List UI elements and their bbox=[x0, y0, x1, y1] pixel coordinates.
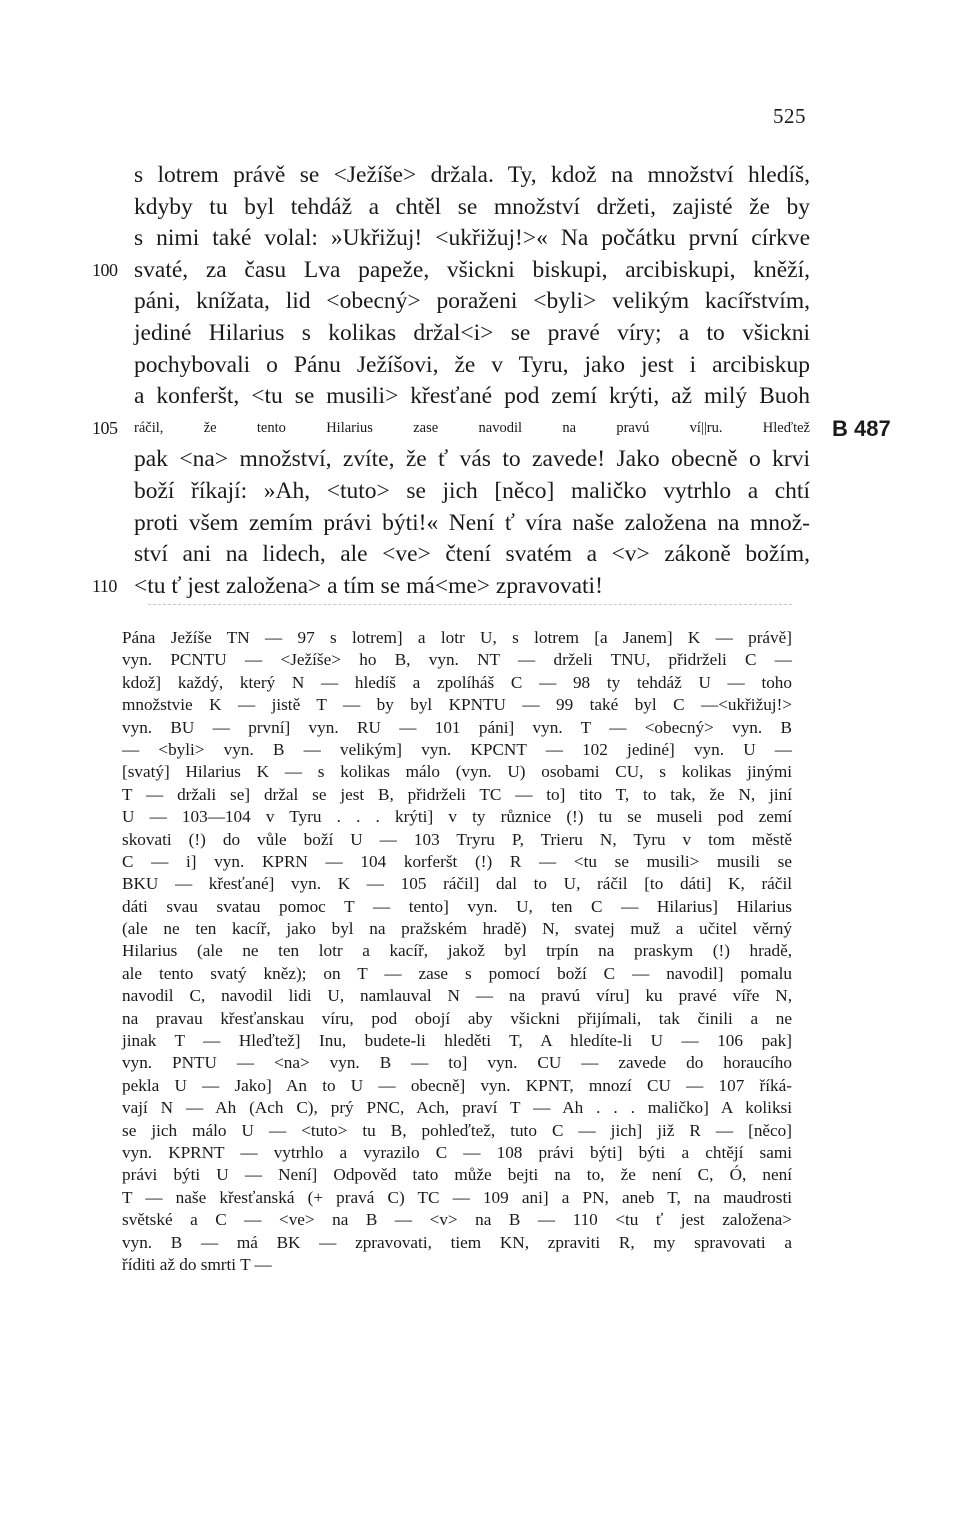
line-text: svaté, za času Lva papeže, všickni biskupi, arcibiskupi, kněží, bbox=[134, 256, 810, 283]
line-text: s lotrem právě se <Ježíše> držala. Ty, kdož na množství hledíš, bbox=[134, 162, 810, 188]
line-text: ství ani na lidech, ale <ve> čtení svatém a <v> zákoně božím, bbox=[134, 541, 810, 568]
main-text bbox=[92, 160, 891, 602]
apparatus-line: jinak T — Hleďtež] Inu, budete-li hleděti T, A hledíte-li U — 106 pak] bbox=[122, 1031, 792, 1051]
text-line bbox=[134, 350, 810, 382]
footnote-separator bbox=[148, 604, 792, 605]
line-text: proti všem zemím právi býti!« Není ť víra naše založena na množ- bbox=[134, 509, 810, 536]
apparatus-line: [svatý] Hilarius K — s kolikas málo (vyn. U) osobami CU, s kolikas jinými bbox=[122, 762, 792, 782]
apparatus-line: vyn. PCNTU — <Ježíše> ho B, vyn. NT — drželi TNU, přidrželi C — bbox=[122, 650, 792, 670]
margin-reference: B 487 bbox=[832, 415, 891, 441]
text-line bbox=[134, 476, 810, 508]
apparatus-line: na pravau křesťanskau víru, pod obojí aby všickni přijímali, tak činili a ne bbox=[122, 1008, 792, 1028]
text-line bbox=[92, 413, 891, 445]
apparatus-line: T — naše křesťanská (+ pravá C) TC — 109 ani] a PN, aneb T, na maudrosti bbox=[122, 1187, 792, 1207]
apparatus-line: skovati (!) do vůle boží U — 103 Tryru P, Trieru N, Tyru v tom městě bbox=[122, 829, 792, 849]
apparatus-line: vyn. B — má BK — zpravovati, tiem KN, zpraviti R, my spravovati a bbox=[122, 1232, 792, 1252]
text-line bbox=[134, 508, 810, 540]
text-line bbox=[134, 223, 810, 255]
line-text: pochybovali o Pánu Ježíšovi, že v Tyru, jako jest i arcibiskup bbox=[134, 351, 810, 378]
line-text: páni, knížata, lid <obecný> poraženi <byli> velikým kacířstvím, bbox=[134, 288, 810, 315]
apparatus-line: vyn. BU — první] vyn. RU — 101 páni] vyn. T — <obecný> vyn. B bbox=[122, 717, 792, 737]
line-text: boží říkají: »Ah, <tuto> se jich [něco] maličko vytrhlo a chtí bbox=[134, 477, 810, 504]
text-line bbox=[134, 539, 810, 571]
critical-apparatus bbox=[122, 627, 792, 1276]
line-text: a konferšt, <tu se musili> křesťané pod zemí krýti, až milý Buoh bbox=[134, 383, 810, 410]
line-text: pak <na> množství, zvíte, že ť vás to zavede! Jako obecně o krvi bbox=[134, 446, 810, 473]
line-text: jediné Hilarius s kolikas držal<i> se pravé víry; a to všickni bbox=[134, 319, 810, 346]
apparatus-line: světské a C — <ve> na B — <v> na B — 110 <tu ť jest založena> bbox=[122, 1210, 792, 1230]
apparatus-line: říditi až do smrti T — bbox=[122, 1254, 272, 1274]
apparatus-line: navodil C, navodil lidi U, namlauval N — na pravú víru] ku pravé víře N, bbox=[122, 986, 792, 1006]
text-line bbox=[134, 318, 810, 350]
apparatus-line: (ale ne ten kacíř, jako byl na pražském hradě) N, svatej muž a učitel věrný bbox=[122, 919, 792, 939]
text-line bbox=[134, 160, 810, 192]
text-line bbox=[92, 571, 810, 603]
apparatus-line: kdož] každý, který N — hledíš a zpolíháš C — 98 ty tehdáž U — toho bbox=[122, 672, 792, 692]
text-line bbox=[134, 381, 810, 413]
text-line bbox=[134, 286, 810, 318]
text-line bbox=[134, 192, 810, 224]
apparatus-line: vyn. PNTU — <na> vyn. B — to] vyn. CU — zavede do horaucího bbox=[122, 1053, 792, 1073]
line-number: 105 bbox=[92, 417, 118, 438]
line-text: kdyby tu byl tehdáž a chtěl se množství držeti, zajisté že by bbox=[134, 193, 810, 220]
apparatus-line: dáti svau svatau pomoc T — tento] vyn. U, ten C — Hilarius] Hilarius bbox=[122, 896, 792, 916]
apparatus-line: pekla U — Jako] An to U — obecně] vyn. KPNT, mnozí CU — 107 říká- bbox=[122, 1075, 792, 1095]
text-line bbox=[92, 255, 810, 287]
line-text: <tu ť jest založena> a tím se má<me> zpravovati! bbox=[134, 572, 603, 599]
apparatus-line: BKU — křesťané] vyn. K — 105 ráčil] dal to U, ráčil [to dáti] K, ráčil bbox=[122, 874, 792, 894]
apparatus-line: vají N — Ah (Ach C), prý PNC, Ach, praví T — Ah . . . maličko] A koliksi bbox=[122, 1098, 792, 1118]
line-number: 110 bbox=[92, 575, 117, 596]
apparatus-line: množstvie K — jistě T — by byl KPNTU — 99 také byl C —<ukřižuj!> bbox=[122, 695, 792, 715]
line-number: 100 bbox=[92, 259, 118, 280]
apparatus-line: Pána Ježíše TN — 97 s lotrem] a lotr U, s lotrem [a Janem] K — právě] bbox=[122, 628, 792, 647]
apparatus-line: T — držali se] držal se jest B, přidrželi TC — to] tito T, to tak, že N, jiní bbox=[122, 784, 792, 804]
line-text: s nimi také volal: »Ukřižuj! <ukřižuj!>« Na počátku první církve bbox=[134, 225, 810, 252]
page-number: 525 bbox=[773, 104, 806, 128]
apparatus-line: C — i] vyn. KPRN — 104 korferšt (!) R — <tu se musili> musili se bbox=[122, 851, 792, 871]
apparatus-line: vyn. KPRNT — vytrhlo a vyrazilo C — 108 právi býti] býti a chtějí sami bbox=[122, 1142, 792, 1162]
apparatus-line: — <byli> vyn. B — velikým] vyn. KPCNT — 102 jediné] vyn. U — bbox=[122, 739, 792, 759]
apparatus-line: Hilarius (ale ne ten lotr a kacíř, jakož byl trpín na praskym (!) hradě, bbox=[122, 941, 792, 961]
line-text: ráčil, že tento Hilarius zase navodil na pravú ví||ru. Hleďtež bbox=[134, 419, 810, 436]
apparatus-line: právi býti U — Není] Odpověd tato může bejti na to, že není C, Ó, není bbox=[122, 1165, 792, 1185]
apparatus-line: se jich málo U — <tuto> tu B, pohleďtež, tuto C — jich] již R — [něco] bbox=[122, 1120, 792, 1140]
text-line bbox=[134, 444, 810, 476]
apparatus-line: U — 103—104 v Tyru . . . krýti] v ty různice (!) tu se museli pod zemí bbox=[122, 807, 792, 827]
apparatus-line: ale tento svatý kněz); on T — zase s pomocí boží C — navodil] pomalu bbox=[122, 963, 792, 983]
